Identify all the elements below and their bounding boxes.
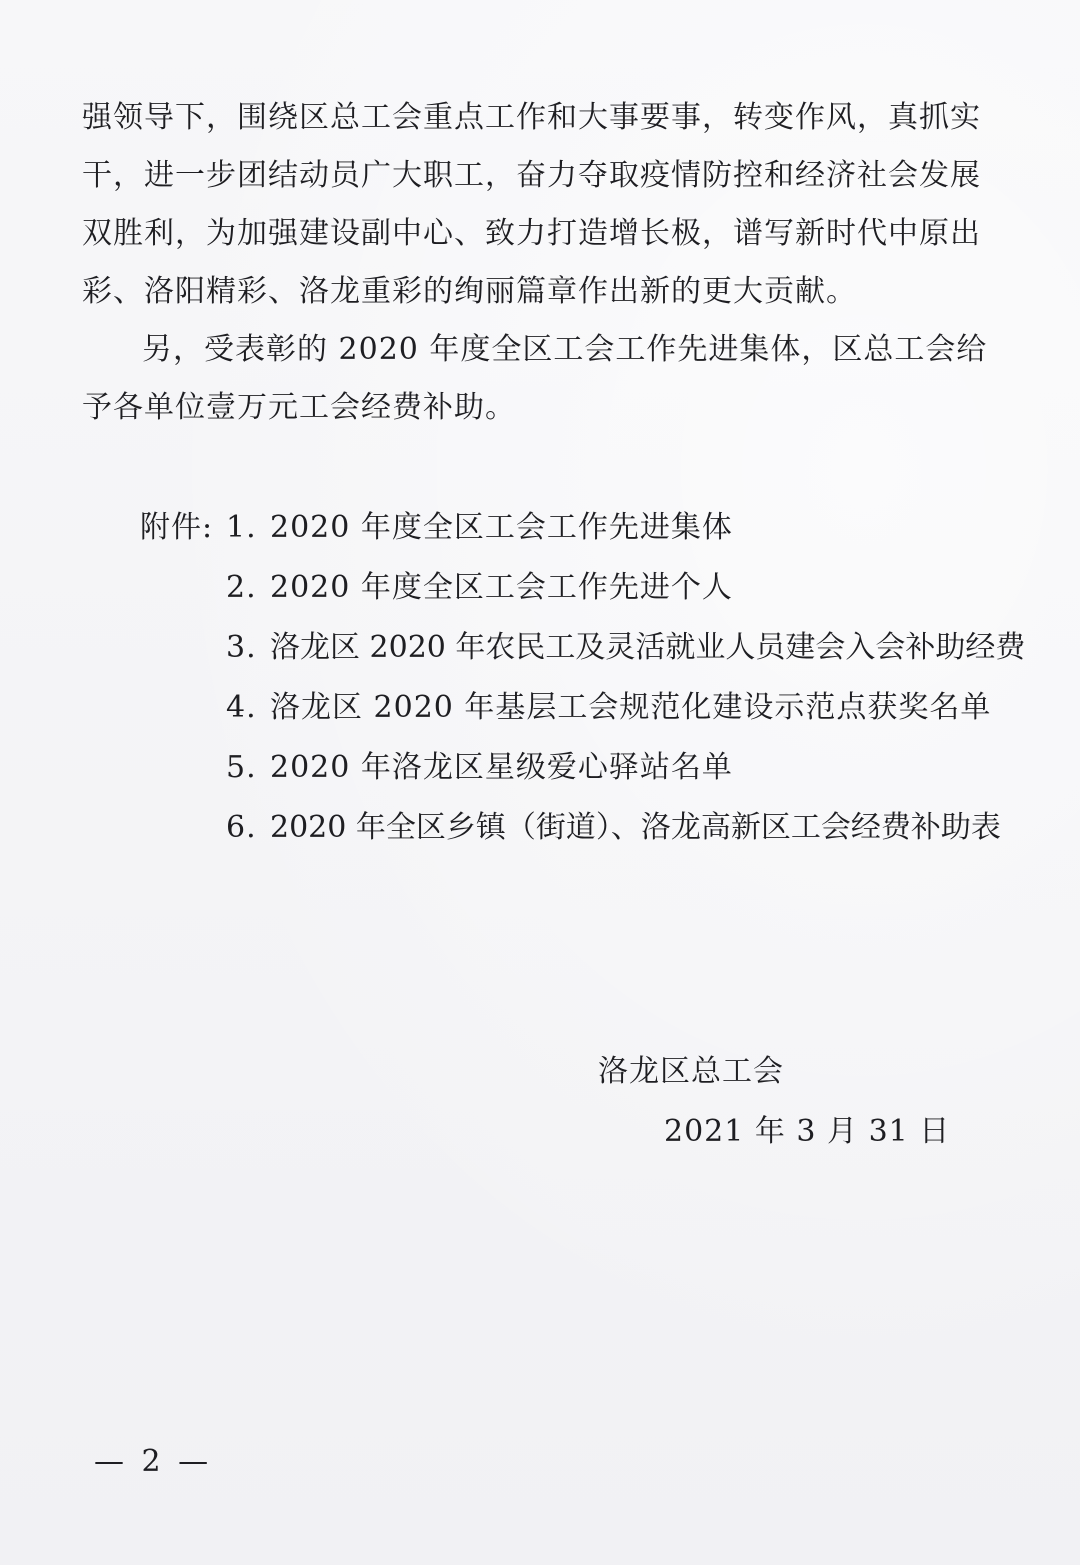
attachments-label: 附件: (140, 510, 214, 545)
attachment-number: 2. (226, 570, 257, 605)
paragraph-line: 强领导下，围绕区总工会重点工作和大事要事，转变作风，真抓实 (82, 100, 981, 135)
paragraph-line: 干，进一步团结动员广大职工，奋力夺取疫情防控和经济社会发展 (82, 158, 981, 193)
attachment-item (226, 748, 733, 788)
attachment-title: 洛龙区 2020 年基层工会规范化建设示范点获奖名单 (270, 690, 992, 725)
paragraph-line: 予各单位壹万元工会经费补助。 (82, 390, 516, 425)
attachment-item (226, 568, 733, 608)
paragraph-line: 双胜利，为加强建设副中心、致力打造增长极，谱写新时代中原出 (82, 216, 981, 251)
attachment-title: 2020 年度全区工会工作先进个人 (270, 570, 733, 605)
signature-date: 2021 年 3 月 31 日 (664, 1114, 951, 1149)
attachment-number: 4. (226, 690, 257, 725)
attachment-title: 洛龙区 2020 年农民工及灵活就业人员建会入会补助经费 (270, 630, 1026, 665)
attachment-number: 5. (226, 750, 257, 785)
attachment-number: 6. (226, 810, 257, 845)
attachment-number: 3. (226, 630, 257, 665)
attachment-title: 2020 年度全区工会工作先进集体 (270, 510, 733, 545)
signature-organization: 洛龙区总工会 (598, 1054, 784, 1089)
attachment-title: 2020 年洛龙区星级爱心驿站名单 (270, 750, 733, 785)
page-number: — 2 — (94, 1444, 213, 1479)
attachment-title: 2020 年全区乡镇（街道）、洛龙高新区工会经费补助表 (270, 810, 1001, 845)
paragraph-line: 另，受表彰的 2020 年度全区工会工作先进集体，区总工会给 (142, 332, 988, 367)
paragraph-line: 彩、洛阳精彩、洛龙重彩的绚丽篇章作出新的更大贡献。 (82, 274, 857, 309)
attachment-item (226, 808, 1001, 848)
attachment-item (226, 628, 1025, 668)
attachment-item (226, 688, 991, 728)
attachment-number: 1. (226, 510, 257, 545)
attachment-item (226, 508, 733, 548)
